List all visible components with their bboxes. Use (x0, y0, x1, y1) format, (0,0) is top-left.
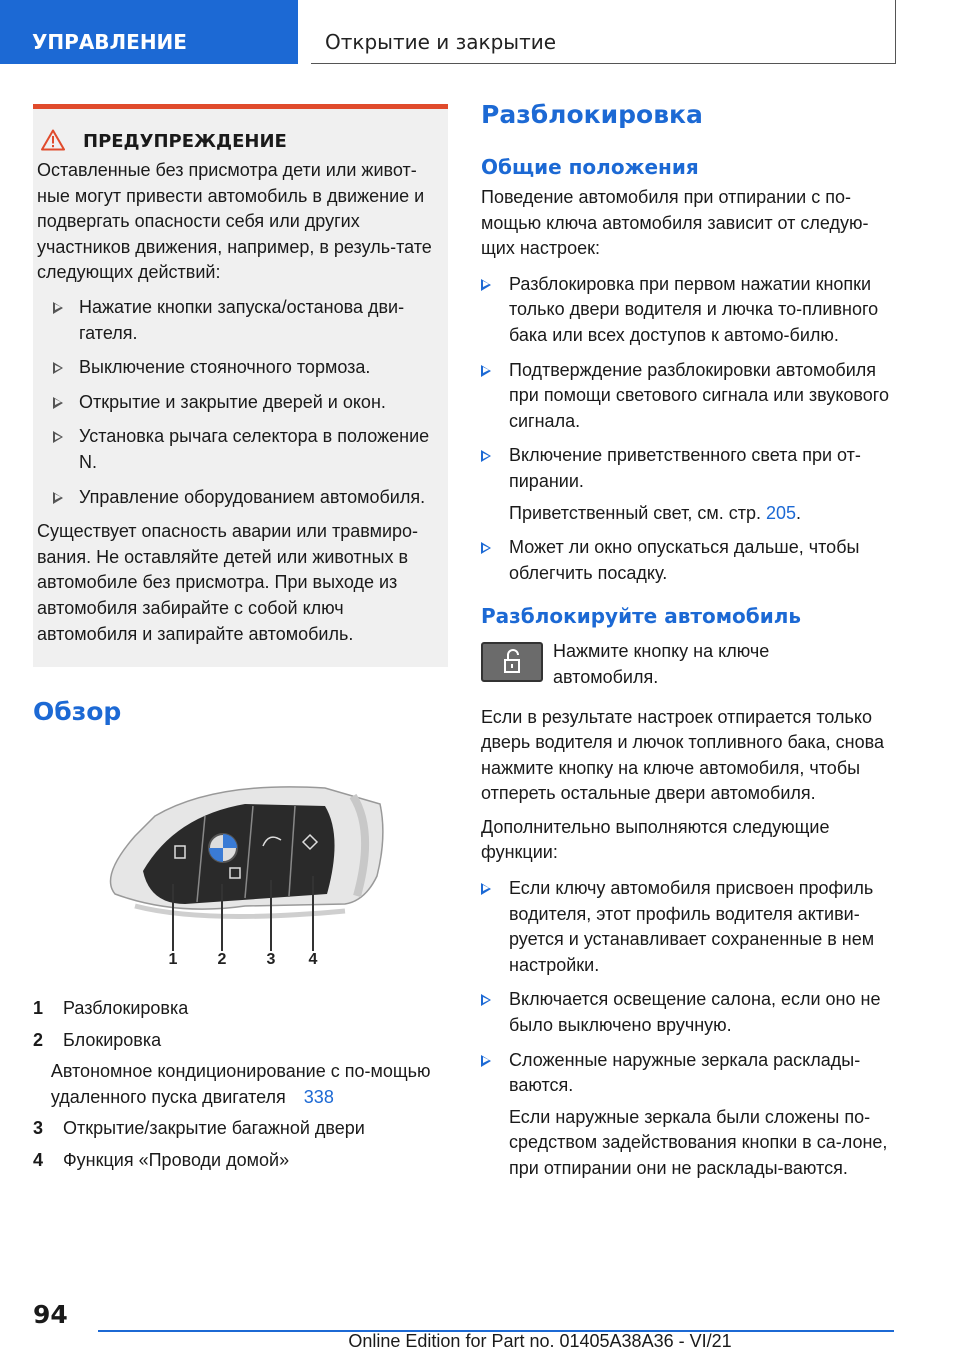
bullet-icon (53, 492, 63, 504)
chapter-title: Открытие и закрытие (311, 0, 896, 64)
left-column (33, 104, 448, 1180)
section-tab: УПРАВЛЕНИЕ (0, 0, 298, 64)
list-item: Подтверждение разблокировки автомобиля при помощи светового сигнала или звукового сигнала. (481, 358, 901, 435)
list-item: Сложенные наружные зеркала расклады-ваются. Если наружные зеркала были сложены по-средством задействования кнопки в са-лоне, при отпирании они не расклады-ваются. (481, 1048, 901, 1182)
warning-title: ПРЕДУПРЕЖДЕНИЕ (83, 131, 287, 152)
legend-text: Блокировка (63, 1029, 162, 1050)
warning-list (37, 295, 440, 510)
legend-row (33, 1148, 448, 1174)
list-item: Разблокировка при первом нажатии кнопки только двери водителя и лючка то-пливного бака или всех доступов к автомо-билю. (481, 272, 901, 349)
figure-label: 4 (308, 951, 318, 967)
figure-label: 1 (168, 951, 178, 967)
legend-row (33, 1028, 448, 1054)
list-item: Установка рычага селектора в положение N. (53, 424, 440, 475)
legend-text: Функция «Проводи домой» (63, 1150, 290, 1171)
figure-label: 2 (217, 951, 227, 967)
bullet-icon (53, 362, 63, 374)
legend-row (33, 1059, 448, 1110)
general-heading: Общие положения (481, 155, 699, 179)
legend-number: 1 (33, 998, 44, 1019)
list-item: Выключение стояночного тормоза. (53, 355, 440, 381)
legend-number: 3 (33, 1118, 44, 1139)
right-column (481, 100, 901, 1192)
unlock-button-icon (481, 642, 543, 682)
page-number: 94 (33, 1300, 68, 1329)
legend-text: Автономное кондиционирование с по-мощью удаленного пуска двигателя 338 (50, 1061, 431, 1107)
legend-number: 2 (33, 1029, 44, 1050)
figure-legend (33, 996, 448, 1174)
page-ref-link[interactable]: 338 (303, 1086, 334, 1107)
bullet-icon (53, 431, 63, 443)
unlock-paragraph: Если в результате настроек отпирается только дверь водителя и лючок топливного бака, снова нажмите кнопку на ключе автомобиля, чтобы отпереть остальные двери автомобиля. (481, 706, 884, 804)
list-subtext: Приветственный свет, см. стр. 205. (509, 502, 802, 523)
unlock-car-heading: Разблокируйте автомобиль (481, 604, 802, 629)
bullet-icon (53, 302, 63, 314)
legend-row (33, 1116, 448, 1142)
warning-outro: Существует опасность аварии или травмиро-вания. Не оставляйте детей или животных в автомобиле без присмотра. При выходе из автомобиля забирайте с собой ключ автомобиля и запирайте автомобиль. (37, 521, 419, 644)
bullet-icon (481, 450, 491, 462)
settings-list (481, 272, 901, 587)
unlock-instruction (481, 642, 901, 690)
legend-number (33, 1059, 51, 1110)
general-intro: Поведение автомобиля при отпирании с по-мощью ключа автомобиля зависит от следую-щих настроек: (481, 187, 869, 259)
warning-intro: Оставленные без присмотра дети или живот-ные могут привести автомобиль в движение и подвергать опасности себя или других участников движения, например, в резуль-тате следующих действий: (37, 160, 432, 283)
overview-heading: Обзор (33, 697, 122, 727)
unlocking-heading: Разблокировка (481, 100, 703, 129)
page-ref-link[interactable]: 205 (765, 502, 797, 523)
list-item: Может ли окно опускаться дальше, чтобы облегчить посадку. (481, 535, 901, 586)
bullet-icon (481, 365, 491, 377)
legend-text: Разблокировка (63, 998, 189, 1019)
list-item: Нажатие кнопки запуска/останова дви-гателя. (53, 295, 440, 346)
footer-edition: Online Edition for Part no. 01405A38A36 - VI/21 (348, 1331, 732, 1351)
warning-box (33, 104, 448, 667)
bullet-icon (481, 1055, 491, 1067)
bullet-icon (53, 397, 63, 409)
legend-number: 4 (33, 1150, 44, 1171)
list-item: Открытие и закрытие дверей и окон. (53, 390, 440, 416)
list-subtext: Если наружные зеркала были сложены по-средством задействования кнопки в са-лоне, при отпирании они не расклады-ваются. (509, 1106, 888, 1178)
car-key-figure (95, 776, 395, 966)
list-item: Включается освещение салона, если оно не было выключено вручную. (481, 987, 901, 1038)
list-item: Управление оборудованием автомобиля. (53, 485, 440, 511)
figure-label: 3 (266, 951, 276, 967)
functions-list (481, 876, 901, 1182)
legend-row (33, 996, 448, 1022)
bullet-icon (481, 542, 491, 554)
bullet-icon (481, 994, 491, 1006)
unlock-paragraph: Дополнительно выполняются следующие функции: (481, 816, 830, 863)
warning-triangle-icon (41, 129, 65, 151)
list-item: Включение приветственного света при от-пирании. Приветственный свет, см. стр. 205. (481, 443, 901, 526)
press-instruction: Нажмите кнопку на ключе автомобиля. (553, 641, 770, 687)
warning-heading (37, 131, 440, 152)
bullet-icon (481, 883, 491, 895)
legend-text: Открытие/закрытие багажной двери (63, 1118, 365, 1139)
bullet-icon (481, 279, 491, 291)
list-item: Если ключу автомобиля присвоен профиль водителя, этот профиль водителя активи-руется и устанавливает сохраненные в нем настройки. (481, 876, 901, 978)
